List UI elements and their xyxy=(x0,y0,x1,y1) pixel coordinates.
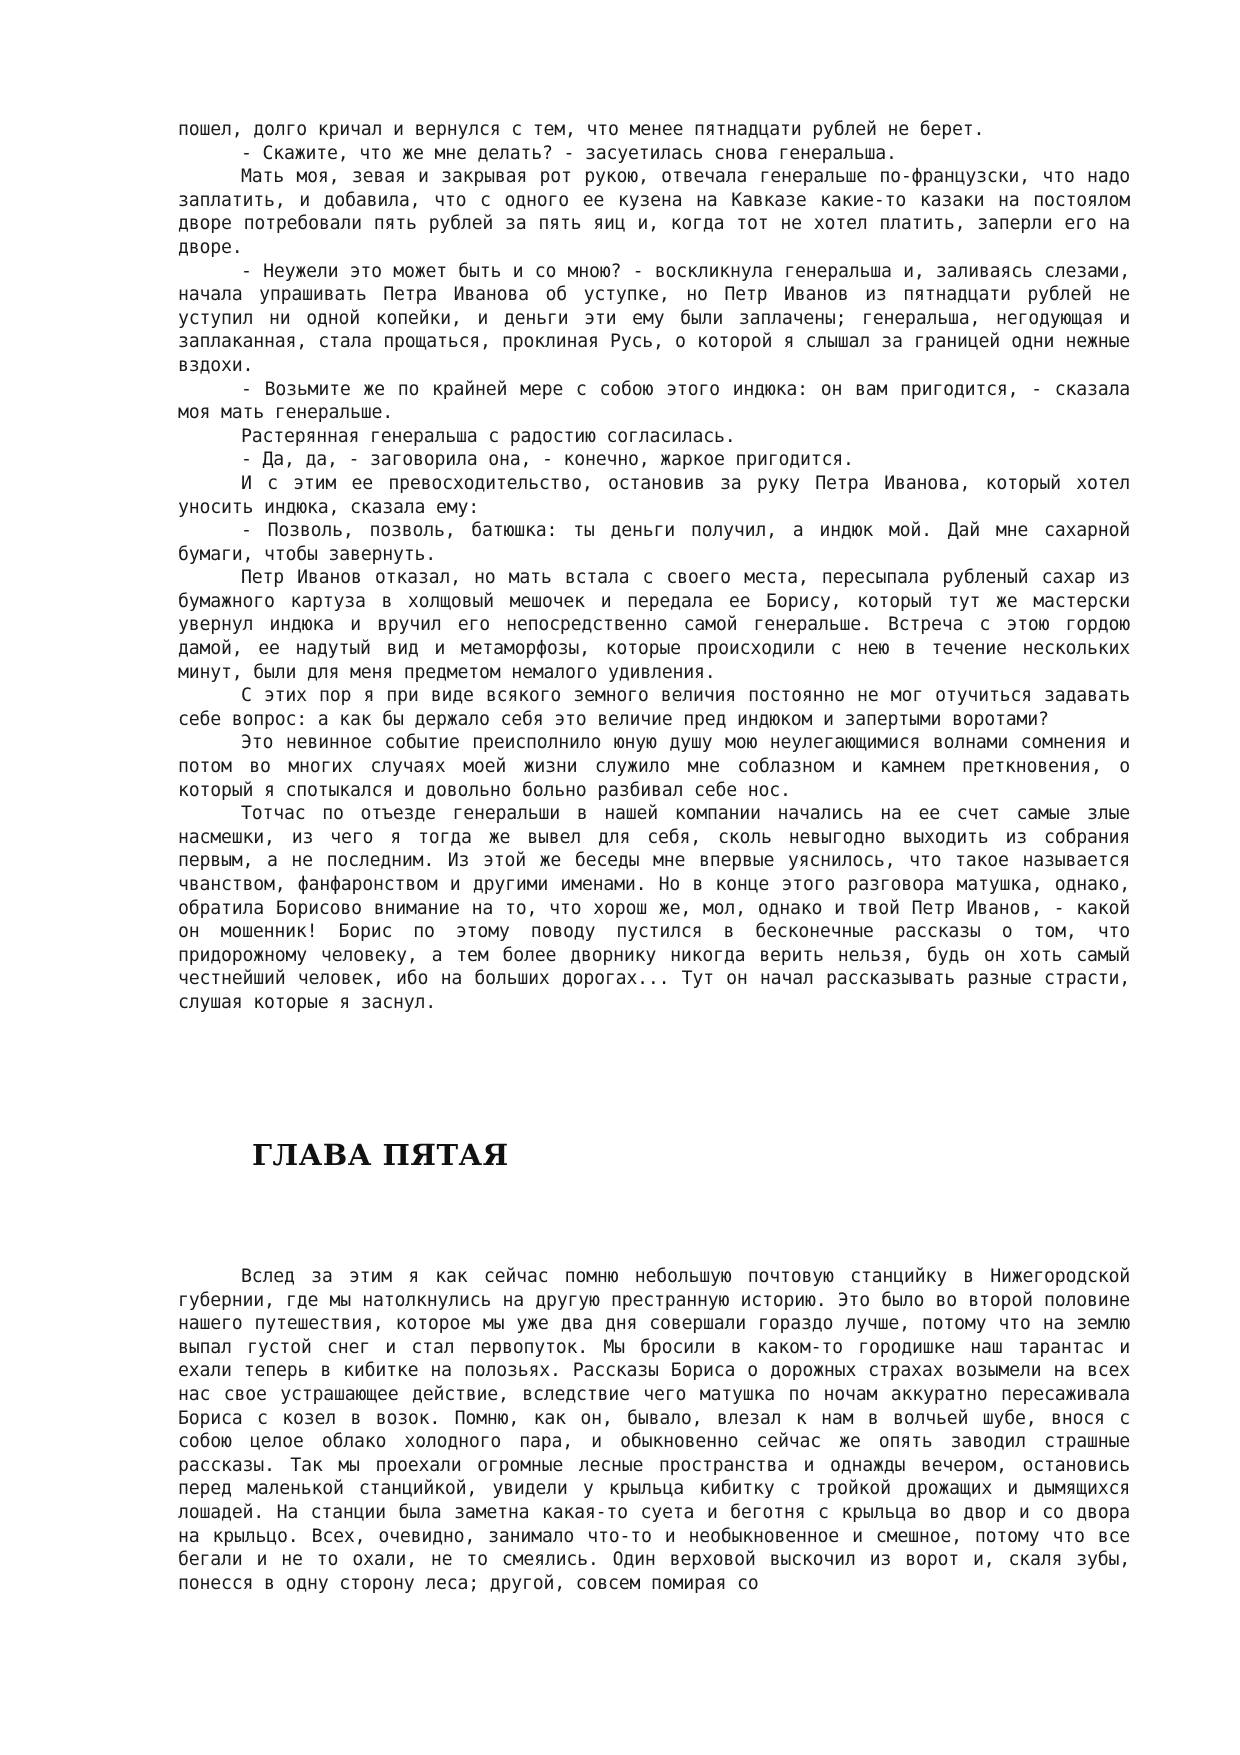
paragraph: Петр Иванов отказал, но мать встала с своего места, пересыпала рубленый сахар из бумажного картуза в холщовый мешочек и передала ее Борису, который тут же мастерски увернул индюка и вручил его непосредственно самой генеральше. Встреча с этою гордою дамой, ее надутый вид и метаморфозы, которые происходили с нею в течение нескольких минут, были для меня предметом немалого удивления. xyxy=(178,567,1130,683)
paragraph: Растерянная генеральша с радостию согласилась. xyxy=(241,425,736,447)
paragraph: - Неужели это может быть и со мною? - воскликнула генеральша и, заливаясь слезами, начала упрашивать Петра Иванова об уступке, но Петр Иванов из пятнадцати рублей не уступил ни одной копейки, и деньги эти ему были заплачены; генеральша, негодующая и заплаканная, стала прощаться, проклиная Русь, о которой я слышал за границей одни нежные вздохи. xyxy=(178,260,1130,376)
paragraph: Тотчас по отъезде генеральши в нашей компании начались на ее счет самые злые насмешки, из чего я тогда же вывел для себя, сколь невыгодно выходить из собрания первым, а не последним. Из этой же беседы мне впервые уяснилось, что такое называется чванством, фанфаронством и другими именами. Но в конце этого разговора матушка, однако, обратила Борисово внимание на то, что хорош же, мол, однако и твой Петр Иванов, - какой он мошенник! Борис по этому поводу пустился в бесконечные рассказы о том, что придорожному человеку, а тем более дворнику никогда верить нельзя, будь он хоть самый честнейший человек, ибо на больших дорогах... Тут он начал рассказывать разные страсти, слушая которые я заснул. xyxy=(178,803,1130,1013)
paragraph: - Возьмите же по крайней мере с собою этого индюка: он вам пригодится, - сказала моя мать генеральше. xyxy=(178,378,1130,424)
paragraph: Вслед за этим я как сейчас помню небольшую почтовую станцийку в Нижегородской губернии, где мы натолкнулись на другую престранную историю. Это было во второй половине нашего путешествия, которое мы уже два дня совершали гораздо лучше, потому что на землю выпал густой снег и стал первопуток. Мы бросили в каком-то городишке наш тарантас и ехали теперь в кибитке на полозьях. Рассказы Бориса о дорожных страхах возымели на всех нас свое устрашающее действие, вследствие чего матушка по ночам аккуратно пересаживала Бориса с козел в возок. Помню, как он, бывало, влезал к нам в волчьей шубе, внося с собою целое облако холодного пара, и обыкновенно сейчас же опять заводил страшные рассказы. Так мы проехали огромные лесные пространства и однажды вечером, остановись перед маленькой станцийкой, увидели у крыльца кибитку с тройкой дрожащих и дымящихся лошадей. На станции была заметна какая-то суета и беготня с крыльца во двор и со двора на крыльцо. Всех, очевидно, занимало что-то и необыкновенное и смешное, потому что все бегали и не то охали, не то смеялись. Один верховой выскочил из ворот и, скаля зубы, понесся в одну сторону леса; другой, совсем помирая со xyxy=(178,1266,1130,1594)
paragraph: И с этим ее превосходительство, остановив за руку Петра Иванова, который хотел уносить индюка, сказала ему: xyxy=(178,472,1130,518)
paragraph: С этих пор я при виде всякого земного величия постоянно не мог отучиться задавать себе вопрос: а как бы держало себя это величие пред индюком и запертыми воротами? xyxy=(178,685,1130,730)
text-block-bottom xyxy=(178,1265,1130,1595)
chapter-title: ГЛАВА ПЯТАЯ xyxy=(252,1138,509,1172)
paragraph: - Да, да, - заговорила она, - конечно, жаркое пригодится. xyxy=(241,449,854,471)
paragraph: - Скажите, что же мне делать? - засуетилась снова генеральша. xyxy=(241,142,897,164)
paragraph: пошел, долго кричал и вернулся с тем, что менее пятнадцати рублей не берет. xyxy=(178,119,985,140)
text-block-top xyxy=(178,118,1130,1015)
paragraph: Мать моя, зевая и закрывая рот рукою, отвечала генеральше по-французски, что надо заплатить, и добавила, что с одного ее кузена на Кавказе какие-то казаки на постоялом дворе потребовали пять рублей за пять яиц и, когда тот не хотел платить, заперли его на дворе. xyxy=(178,166,1130,258)
paragraph: Это невинное событие преисполнило юную душу мою неулегающимися волнами сомнения и потом во многих случаях моей жизни служило мне соблазном и камнем преткновения, о который я спотыкался и довольно больно разбивал себе нос. xyxy=(178,732,1130,801)
paragraph: - Позволь, позволь, батюшка: ты деньги получил, а индюк мой. Дай мне сахарной бумаги, чтобы завернуть. xyxy=(178,520,1130,565)
